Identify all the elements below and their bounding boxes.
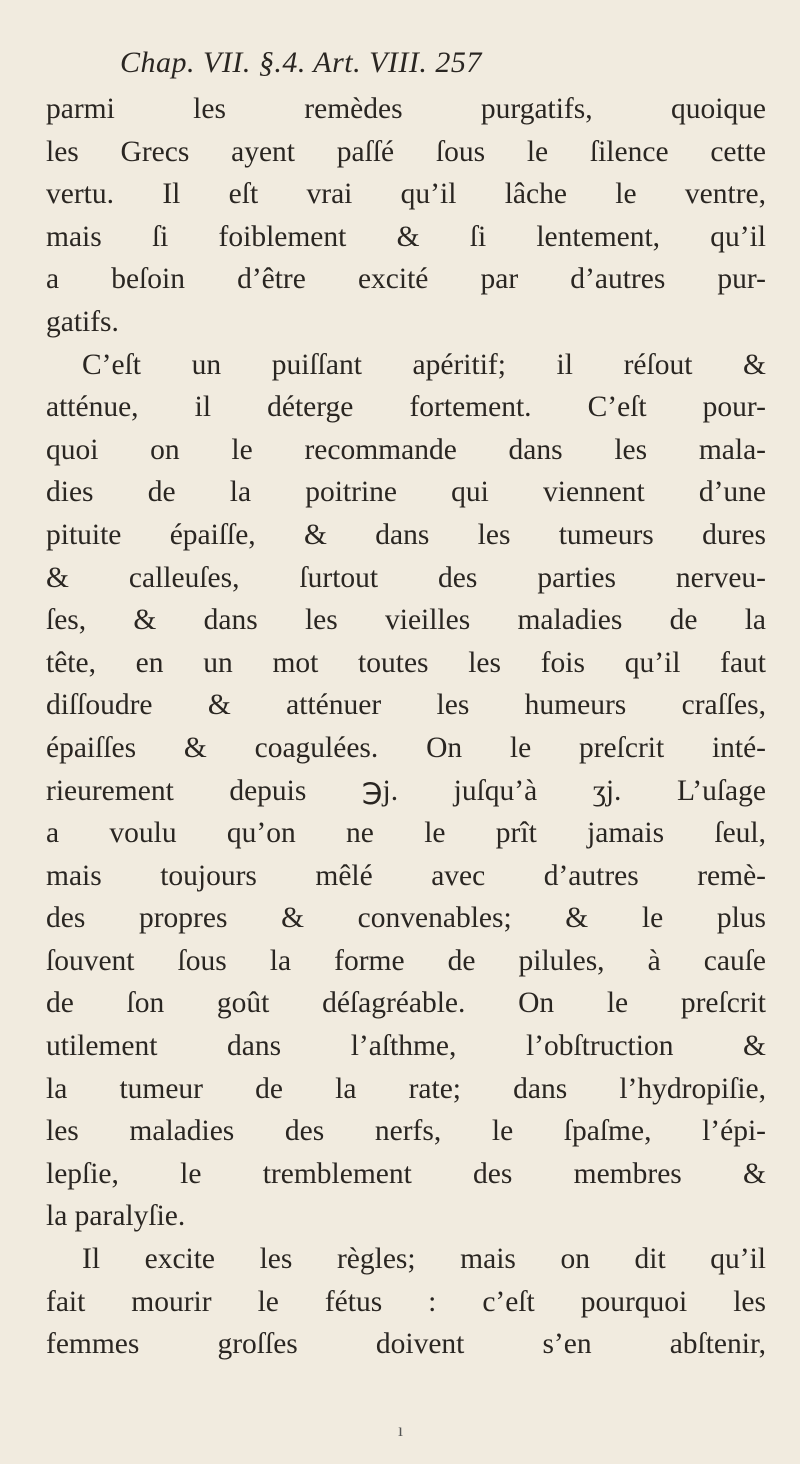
text-line: a voulu qu’on ne le prît jamais ſeul, bbox=[46, 817, 766, 850]
text-line: quoi on le recommande dans les mala- bbox=[46, 433, 766, 466]
paragraph bbox=[46, 1238, 766, 1366]
text-line: mais ſi foiblement & ſi lentement, qu’il bbox=[46, 220, 766, 253]
text-line: parmi les remèdes purgatifs, quoique bbox=[46, 93, 766, 125]
text-line: tête, en un mot toutes les fois qu’il faut bbox=[46, 646, 766, 679]
text-line: pituite épaiſſe, & dans les tumeurs dures bbox=[46, 518, 766, 551]
text-line: la tumeur de la rate; dans l’hydropiſie, bbox=[46, 1072, 766, 1105]
text-line: Il excite les règles; mais on dit qu’il bbox=[82, 1243, 766, 1276]
running-header: Chap. VII. §.4. Art. VIII. 257 bbox=[120, 46, 482, 79]
text-line: les Grecs ayent paſſé ſous le ſilence cette bbox=[46, 135, 766, 168]
text-line: dies de la poitrine qui viennent d’une bbox=[46, 476, 766, 509]
text-line: ſes, & dans les vieilles maladies de la bbox=[46, 604, 766, 637]
paragraph bbox=[46, 344, 766, 1238]
text-line: fait mourir le fétus : c’eſt pourquoi les bbox=[46, 1285, 766, 1318]
text-line: vertu. Il eſt vrai qu’il lâche le ventre, bbox=[46, 178, 766, 211]
text-line: la paralyſie. bbox=[46, 1200, 186, 1233]
text-line: rieurement depuis ℈j. juſqu’à ʒj. L’uſage bbox=[46, 774, 766, 807]
text-line: ſouvent ſous la forme de pilules, à cauſe bbox=[46, 944, 766, 977]
paragraph bbox=[46, 88, 766, 344]
text-line: diſſoudre & atténuer les humeurs craſſes, bbox=[46, 689, 766, 722]
text-line: lepſie, le tremblement des membres & bbox=[46, 1157, 766, 1190]
text-line: épaiſſes & coagulées. On le preſcrit inté- bbox=[46, 731, 766, 764]
text-line: C’eſt un puiſſant apéritif; il réſout & bbox=[82, 348, 766, 381]
text-line: utilement dans l’aſthme, l’obſtruction & bbox=[46, 1030, 766, 1063]
text-line: a beſoin d’être excité par d’autres pur- bbox=[46, 263, 766, 296]
text-line: atténue, il déterge fortement. C’eſt pour- bbox=[46, 391, 766, 424]
text-line: gatifs. bbox=[46, 305, 119, 338]
text-line: & calleuſes, ſurtout des parties nerveu- bbox=[46, 561, 766, 594]
text-line: de ſon goût déſagréable. On le preſcrit bbox=[46, 987, 766, 1020]
text-line: mais toujours mêlé avec d’autres remè- bbox=[46, 859, 766, 892]
text-line: des propres & convenables; & le plus bbox=[46, 902, 766, 935]
bottom-mark: ı bbox=[398, 1420, 404, 1440]
text-line: femmes groſſes doivent s’en abſtenir, bbox=[46, 1328, 766, 1361]
text-line: les maladies des nerfs, le ſpaſme, l’épi- bbox=[46, 1115, 766, 1148]
body-text bbox=[46, 88, 766, 1366]
